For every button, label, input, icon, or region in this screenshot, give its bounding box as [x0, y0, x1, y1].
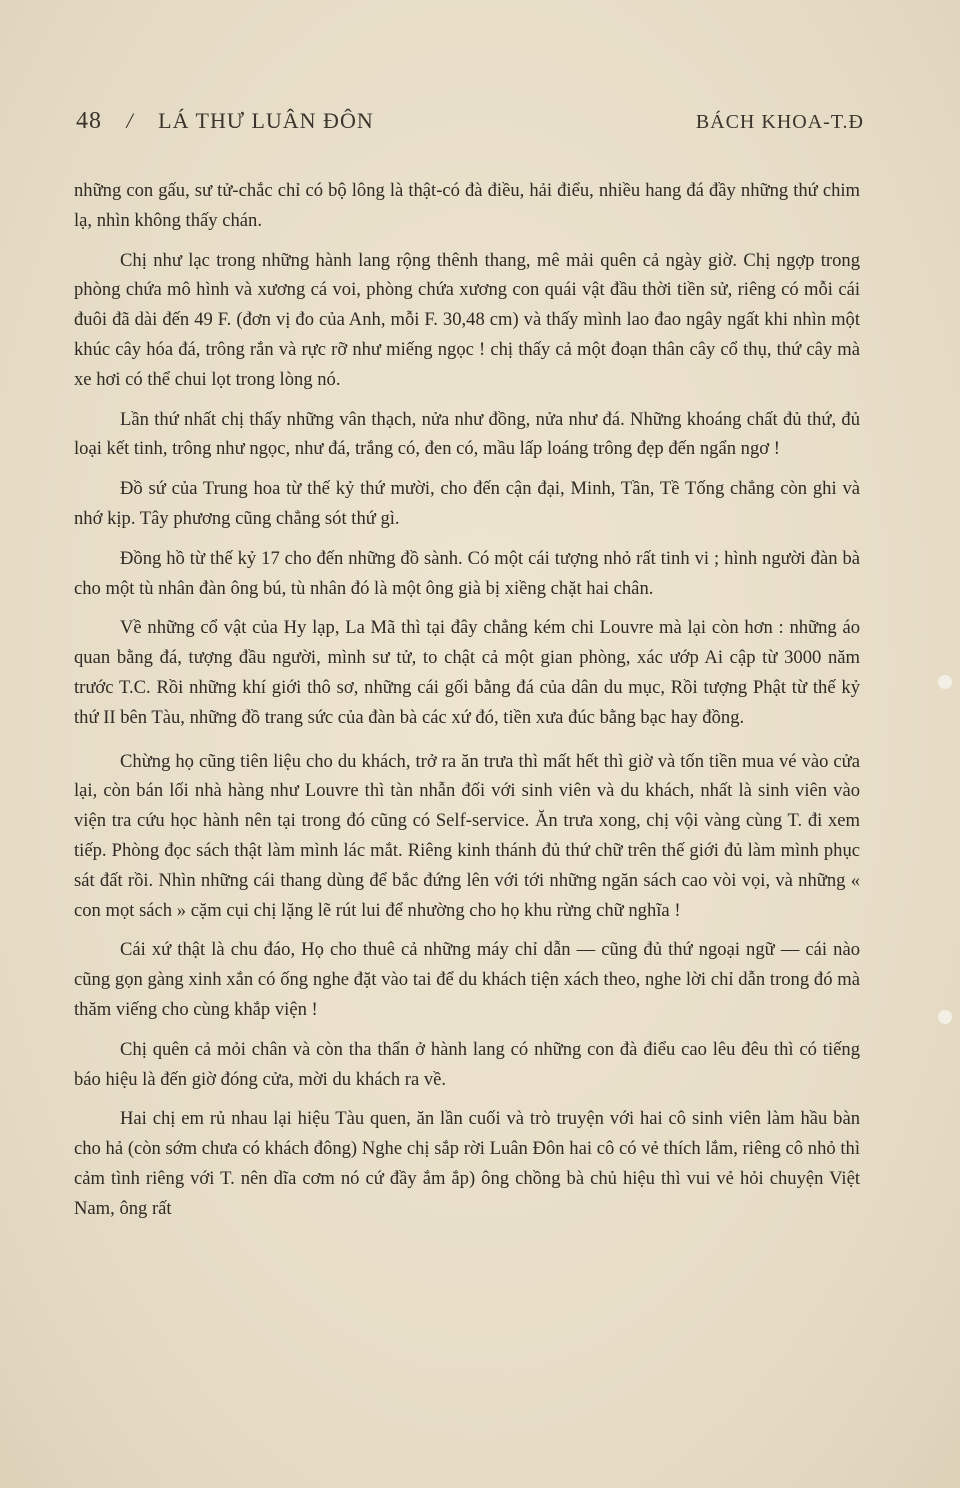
- paragraph: Chị như lạc trong những hành lang rộng thênh thang, mê mải quên cả ngày giờ. Chị ngợp trong phòng chứa mô hình và xương cá voi, phòng chứa xương con quái vật đầu thời tiền sử, riêng có mỗi cái đuôi đã dài đến 49 F. (đơn vị đo của Anh, mỗi F. 30,48 cm) và thấy mình lao đao ngây ngất khi nhìn một khúc cây hóa đá, trông rắn và rực rỡ như miếng ngọc ! chị thấy cả một đoạn thân cây cổ thụ, thứ cây mà xe hơi có thể chui lọt trong lòng nó.: [74, 249, 860, 390]
- paragraph: Về những cổ vật của Hy lạp, La Mã thì tại đây chẳng kém chi Louvre mà lại còn hơn : những áo quan bằng đá, tượng đầu người, mình sư tử, to chật cả một gian phòng, xác ướp Ai cập từ 3000 năm trước T.C. Rồi những khí giới thô sơ, những cái gối bằng đá của dân du mục, Rồi tượng Phật từ thế kỷ thứ II bên Tàu, những đồ trang sức của đàn bà các xứ đó, tiền xưa đúc bằng bạc hay đồng.: [74, 617, 860, 728]
- paragraph: Chị quên cả mỏi chân và còn tha thẩn ở hành lang có những con đà điểu cao lêu đêu thì có tiếng báo hiệu là đến giờ đóng cửa, mời du khách ra về.: [74, 1038, 860, 1090]
- paragraph: Lần thứ nhất chị thấy những vân thạch, nửa như đồng, nửa như đá. Những khoáng chất đủ thứ, đủ loại kết tinh, trông như ngọc, như đá, trắng có, đen có, mầu lấp loáng trông đẹp đến ngẩn ngơ !: [74, 408, 860, 460]
- paragraph: Đồng hồ từ thế kỷ 17 cho đến những đồ sành. Có một cái tượng nhỏ rất tinh vi ; hình người đàn bà cho một tù nhân đàn ông bú, tù nhân đó là một ông già bị xiềng chặt hai chân.: [74, 547, 860, 599]
- binding-hole: [938, 675, 952, 689]
- header-left: [76, 108, 374, 135]
- binding-hole: [938, 1010, 952, 1024]
- paragraph: Chừng họ cũng tiên liệu cho du khách, trở ra ăn trưa thì mất hết thì giờ và tốn tiền mua vé vào cửa lại, còn bán lối nhà hàng như Louvre thì tàn nhẫn đối với sinh viên và du khách, nhất là sinh viên vào viện tra cứu học hành nên tại trong đó cũng có Self-service. Ăn trưa xong, chị vội vàng cùng T. đi xem tiếp. Phòng đọc sách thật làm mình lác mắt. Riêng kinh thánh đủ thứ chữ trên thế giới đủ làm mình phục sát đất rồi. Nhìn những cái thang dùng để bắc đứng lên với tới những ngăn sách cao vòi vọi, và những « con mọt sách » cặm cụi chị lặng lẽ rút lui để nhường cho họ khu rừng chữ nghĩa !: [74, 750, 860, 921]
- section-title: LÁ THƯ LUÂN ĐÔN: [158, 108, 374, 133]
- paragraph: Cái xứ thật là chu đáo, Họ cho thuê cả những máy chỉ dẫn — cũng đủ thứ ngoại ngữ — cái nào cũng gọn gàng xinh xắn có ống nghe đặt vào tai để du khách tiện xách theo, nghe lời chỉ dẫn trong đó mà thăm viếng cho cùng khắp viện !: [74, 939, 860, 1020]
- paragraph: Hai chị em rủ nhau lại hiệu Tàu quen, ăn lần cuối và trò truyện với hai cô sinh viên làm hầu bàn cho hả (còn sớm chưa có khách đông) Nghe chị sắp rời Luân Đôn hai cô có vẻ thích lắm, riêng cô nhỏ thì cảm tình riêng với T. nên dĩa cơm nó cứ đầy ắm ắp) ông chồng bà chủ hiệu thì vui vẻ hỏi chuyện Việt Nam, ông rất: [74, 1108, 860, 1219]
- publication-name: BÁCH KHOA-T.Đ: [695, 111, 864, 133]
- article-body: [74, 176, 860, 1234]
- page-number: 48: [76, 108, 102, 134]
- paragraph: Đồ sứ của Trung hoa từ thế kỷ thứ mười, cho đến cận đại, Minh, Tần, Tề Tống chẳng còn ghi và nhớ kịp. Tây phương cũng chẳng sót thứ gì.: [74, 478, 860, 529]
- header-separator: /: [126, 108, 134, 133]
- running-header: [76, 108, 864, 140]
- paragraph: những con gấu, sư tử-chắc chỉ có bộ lông là thật-có đà điều, hải điểu, nhiều hang đá đầy những thứ chim lạ, nhìn không thấy chán.: [74, 180, 860, 231]
